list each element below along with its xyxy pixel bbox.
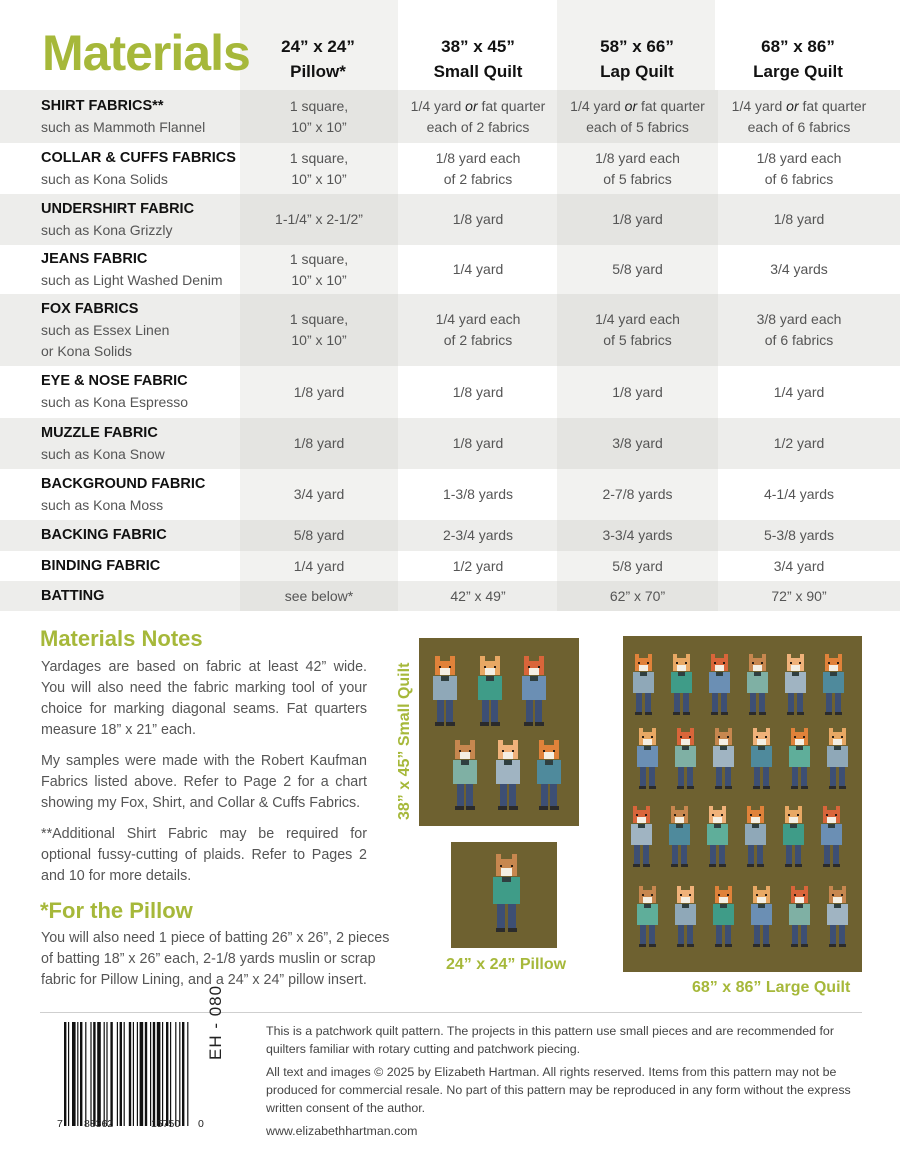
fox-figure: [637, 886, 658, 949]
fox-figure: [745, 806, 766, 869]
cell-value: 1/2 yard: [773, 435, 825, 451]
cell-value: 1/8 yard: [612, 383, 663, 400]
cell-value: 2-3/4 yards: [442, 527, 514, 543]
cell-value: 4-1/4 yards: [763, 486, 835, 502]
table-cell: [399, 418, 557, 469]
row-label-name: MUZZLE FABRIC: [41, 425, 158, 441]
cell-value: 1/8 yard: [452, 383, 504, 400]
table-cell: [557, 551, 718, 581]
table-cell: [718, 366, 880, 418]
table-row: [0, 294, 900, 366]
cell-value: 1/4 yard or fat quarter each of 5 fabrics: [570, 97, 705, 135]
cell-value: 2-7/8 yards: [602, 486, 673, 502]
row-label-name: JEANS FABRIC: [41, 251, 148, 267]
cell-value: 1/4 yard: [773, 383, 825, 400]
cell-value: 72” x 90”: [771, 587, 827, 604]
fox-figure: [669, 806, 690, 869]
cell-value: 1/8 yard: [612, 211, 663, 227]
row-label-name: SHIRT FABRICS**: [41, 98, 164, 114]
large-quilt-caption: 68” x 86” Large Quilt: [692, 979, 851, 996]
table-header: [0, 0, 900, 90]
row-label: [41, 199, 194, 241]
cell-value: 1 square, 10” x 10”: [289, 311, 349, 348]
cell-value: 3/4 yard: [773, 557, 825, 574]
barcode-bar: [124, 1022, 125, 1126]
cell-value: 3/4 yard: [293, 486, 345, 502]
row-label: [41, 556, 160, 577]
barcode-bar: [90, 1022, 91, 1126]
fox-figure: [637, 728, 658, 791]
barcode-bar: [104, 1022, 105, 1126]
barcode-digits-right: 15750: [151, 1118, 181, 1130]
row-label-example: such as Essex Linen or Kona Solids: [41, 322, 170, 359]
footer-paragraph-1: This is a patchwork quilt pattern. The projects in this pattern use small pieces and are recommended for quilters familiar with rotary cutting and patchwork piecing.: [266, 1024, 834, 1056]
barcode-bar: [162, 1022, 163, 1126]
row-label-name: COLLAR & CUFFS FABRICS: [41, 150, 236, 166]
table-cell: [557, 581, 718, 611]
table-cell: [240, 418, 398, 469]
barcode-digit-check: 0: [198, 1118, 204, 1130]
fox-figure: [783, 806, 804, 869]
fox-figure: [675, 728, 696, 791]
cell-value: 1/8 yard: [452, 211, 504, 227]
row-label-example: such as Kona Espresso: [41, 394, 189, 410]
fox-figure: [823, 654, 844, 717]
table-cell: [399, 469, 557, 520]
cell-value: 1-3/8 yards: [442, 486, 514, 502]
table-row: [0, 143, 900, 194]
barcode-bar: [157, 1022, 161, 1126]
pillow-image: [451, 842, 557, 948]
row-label: [41, 586, 104, 607]
row-label-name: BATTING: [41, 588, 105, 604]
row-label-name: BACKGROUND FABRIC: [41, 476, 206, 492]
table-row: [0, 366, 900, 418]
barcode-bar: [150, 1022, 151, 1126]
pillow-caption: 24” x 24” Pillow: [446, 956, 567, 973]
footer-url[interactable]: www.elizabethhartman.com: [266, 1124, 418, 1138]
barcode-bar: [153, 1022, 155, 1126]
table-row: [0, 245, 900, 294]
cell-value: 1 square, 10” x 10”: [289, 97, 349, 135]
pillow-heading: *For the Pillow: [40, 898, 193, 923]
table-cell: [557, 520, 718, 551]
table-cell: [718, 294, 880, 366]
fox-figure: [751, 728, 772, 791]
notes-paragraph-2: My samples were made with the Robert Kaufman Fabrics listed above. Refer to Page 2 for a chart showing my Fox, Shirt, and Collar & Cuffs Fabrics.: [41, 753, 367, 811]
column-header-large-quilt: 68” x 86” Large Quilt: [753, 37, 843, 81]
cell-value: 5/8 yard: [612, 261, 663, 277]
cell-value: 3-3/4 yards: [602, 527, 673, 543]
barcode-bar: [85, 1022, 86, 1126]
cell-value: 1 square, 10” x 10”: [289, 149, 349, 187]
table-cell: [399, 581, 557, 611]
fox-figure: [821, 806, 842, 869]
table-cell: [557, 294, 718, 366]
fox-figure: [789, 728, 810, 791]
table-cell: [399, 90, 557, 143]
fox-figure: [751, 886, 772, 949]
table-cell: [399, 366, 557, 418]
page-title: Materials: [42, 25, 250, 81]
fox-figure: [433, 656, 457, 728]
fox-figure: [707, 806, 728, 869]
table-cell: [240, 469, 398, 520]
table-cell: [557, 418, 718, 469]
table-cell: [399, 245, 557, 294]
fox-figure: [789, 886, 810, 949]
large-quilt-image: [623, 636, 862, 972]
row-label: [41, 474, 205, 516]
table-cell: [718, 418, 880, 469]
barcode-bar: [64, 1022, 66, 1126]
cell-value: 1/8 yard: [293, 435, 345, 451]
barcode-bar: [175, 1022, 176, 1126]
column-header-small-quilt: 38” x 45” Small Quilt: [433, 37, 523, 81]
table-cell: [399, 551, 557, 581]
column-header-lap-quilt: 58” x 66” Lap Quilt: [600, 37, 674, 81]
barcode-bar: [110, 1022, 112, 1126]
cell-value: 1/8 yard each of 2 fabrics: [435, 149, 521, 187]
row-label: [41, 423, 165, 465]
cell-value: 1 square, 10” x 10”: [289, 250, 349, 288]
small-quilt-caption: 38” x 45” Small Quilt: [396, 662, 413, 820]
cell-value: 62” x 70”: [609, 587, 666, 604]
notes-paragraph-3: **Additional Shirt Fabric may be required for optional fussy-cutting of plaids. Refer to Pages 2 and 10 for more details.: [41, 826, 367, 884]
barcode-bar: [117, 1022, 118, 1126]
cell-value: 1/4 yard each of 2 fabrics: [435, 311, 521, 348]
barcode-bar: [137, 1022, 138, 1126]
table-cell: [557, 469, 718, 520]
footer-paragraph-2: All text and images © 2025 by Elizabeth Hartman. All rights reserved. Items from this pattern may not be produced for commercial resale. No part of this pattern may be reproduced in any form without the express written consent of the author.: [266, 1065, 851, 1115]
row-label-example: such as Kona Grizzly: [41, 222, 173, 238]
table-cell: [399, 294, 557, 366]
footer-divider: [40, 1012, 862, 1013]
table-cell: [240, 520, 398, 551]
barcode-bar: [129, 1022, 131, 1126]
table-cell: [240, 245, 398, 294]
cell-value: 1/8 yard: [452, 435, 504, 451]
cell-value: 1/4 yard: [293, 557, 345, 574]
table-cell: [557, 245, 718, 294]
table-cell: [240, 581, 398, 611]
table-row: [0, 551, 900, 581]
fox-figure: [631, 806, 652, 869]
cell-value: 1/4 yard or fat quarter each of 6 fabrics: [731, 97, 867, 135]
row-label-example: such as Kona Snow: [41, 446, 165, 462]
table-cell: [557, 194, 718, 245]
fox-figure: [453, 740, 477, 812]
table-cell: [557, 90, 718, 143]
barcode-bar: [182, 1022, 184, 1126]
row-label-example: such as Kona Moss: [41, 497, 164, 513]
cell-value: see below*: [284, 587, 354, 604]
barcode-bar: [93, 1022, 95, 1126]
table-cell: [240, 143, 398, 194]
row-label: [41, 525, 167, 546]
barcode-bar: [106, 1022, 107, 1126]
cell-value: 1/8 yard: [773, 211, 825, 227]
table-row: [0, 520, 900, 551]
row-label-name: UNDERSHIRT FABRIC: [41, 201, 195, 217]
barcode-bar: [133, 1022, 134, 1126]
table-cell: [718, 245, 880, 294]
row-label: [41, 148, 236, 190]
row-label-example: such as Light Washed Denim: [41, 272, 223, 288]
barcode-bar: [72, 1022, 76, 1126]
cell-value: 3/8 yard each of 6 fabrics: [756, 311, 842, 348]
cell-value: 1/4 yard or fat quarter each of 2 fabrics: [410, 97, 546, 135]
pattern-code: EH - 080: [206, 984, 225, 1060]
cell-value: 5-3/8 yards: [763, 527, 835, 543]
row-label: [41, 299, 169, 362]
fox-figure: [493, 854, 520, 935]
cell-value: 3/8 yard: [612, 435, 663, 451]
table-cell: [240, 366, 398, 418]
table-row: [0, 469, 900, 520]
fox-figure: [522, 656, 546, 728]
fox-figure: [478, 656, 502, 728]
table-cell: [240, 294, 398, 366]
cell-value: 1-1/4” x 2-1/2”: [275, 211, 363, 227]
cell-value: 3/4 yards: [770, 261, 828, 277]
cell-value: 1/8 yard each of 6 fabrics: [756, 149, 842, 187]
barcode-bar: [77, 1022, 78, 1126]
table-cell: [399, 520, 557, 551]
row-label-example: such as Kona Solids: [41, 171, 168, 187]
barcode-bar: [166, 1022, 168, 1126]
materials-notes-heading: Materials Notes: [40, 626, 203, 651]
fox-figure: [709, 654, 730, 717]
barcode-bar: [170, 1022, 171, 1126]
table-cell: [240, 551, 398, 581]
barcode-digits-left: 88362: [84, 1118, 114, 1130]
table-cell: [718, 581, 880, 611]
table-cell: [240, 194, 398, 245]
table-cell: [718, 469, 880, 520]
fox-figure: [827, 886, 848, 949]
cell-value: 42” x 49”: [450, 587, 506, 604]
fox-figure: [827, 728, 848, 791]
fox-figure: [671, 654, 692, 717]
table-row: [0, 90, 900, 143]
barcode-bar: [68, 1022, 69, 1126]
table-cell: [240, 90, 398, 143]
table-row: [0, 581, 900, 611]
cell-value: 5/8 yard: [612, 557, 663, 574]
table-cell: [718, 90, 880, 143]
cell-value: 1/8 yard each of 5 fabrics: [595, 149, 680, 187]
fox-figure: [713, 728, 734, 791]
table-cell: [718, 194, 880, 245]
row-label-name: FOX FABRICS: [41, 301, 139, 317]
barcode-bar: [145, 1022, 147, 1126]
column-header-pillow: 24” x 24” Pillow*: [281, 37, 355, 81]
cell-value: 1/4 yard: [452, 261, 504, 277]
table-cell: [718, 551, 880, 581]
small-quilt-image: [419, 638, 579, 826]
fox-figure: [496, 740, 520, 812]
row-label-example: such as Mammoth Flannel: [41, 119, 206, 135]
barcode-bar: [120, 1022, 122, 1126]
barcode-bar: [97, 1022, 101, 1126]
row-label-name: BACKING FABRIC: [41, 527, 167, 543]
barcode: [64, 1022, 206, 1126]
barcode-bar: [187, 1022, 188, 1126]
cell-value: 5/8 yard: [293, 527, 345, 543]
fox-figure: [747, 654, 768, 717]
row-label: [41, 371, 188, 413]
barcode-bar: [140, 1022, 144, 1126]
table-cell: [557, 143, 718, 194]
table-cell: [399, 194, 557, 245]
table-cell: [557, 366, 718, 418]
pillow-text: You will also need 1 piece of batting 26” x 26”, 2 pieces of batting 18” x 26” each, 2-1/8 yards muslin or scrap fabric for Pillow Lining, and a 24” x 24” pillow insert.: [41, 930, 390, 988]
cell-value: 1/8 yard: [293, 383, 345, 400]
barcode-bar: [80, 1022, 82, 1126]
notes-paragraph-1: Yardages are based on fabric at least 42” wide. You will also need the fabric marking tool of your choice for marking diagonal seams. Fat quarters measure 18” x 21” each.: [41, 659, 367, 738]
barcode-bar: [179, 1022, 180, 1126]
table-cell: [399, 143, 557, 194]
fox-figure: [713, 886, 734, 949]
row-label-name: BINDING FABRIC: [41, 558, 161, 574]
table-row: [0, 194, 900, 245]
barcode-digit-lead: 7: [57, 1118, 63, 1130]
table-cell: [718, 143, 880, 194]
table-cell: [718, 520, 880, 551]
table-row: [0, 418, 900, 469]
fox-figure: [785, 654, 806, 717]
row-label-name: EYE & NOSE FABRIC: [41, 373, 188, 389]
fox-figure: [633, 654, 654, 717]
fox-figure: [537, 740, 561, 812]
cell-value: 1/4 yard each of 5 fabrics: [595, 311, 680, 348]
row-label: [41, 96, 205, 138]
cell-value: 1/2 yard: [452, 557, 504, 574]
row-label: [41, 249, 223, 291]
fox-figure: [675, 886, 696, 949]
